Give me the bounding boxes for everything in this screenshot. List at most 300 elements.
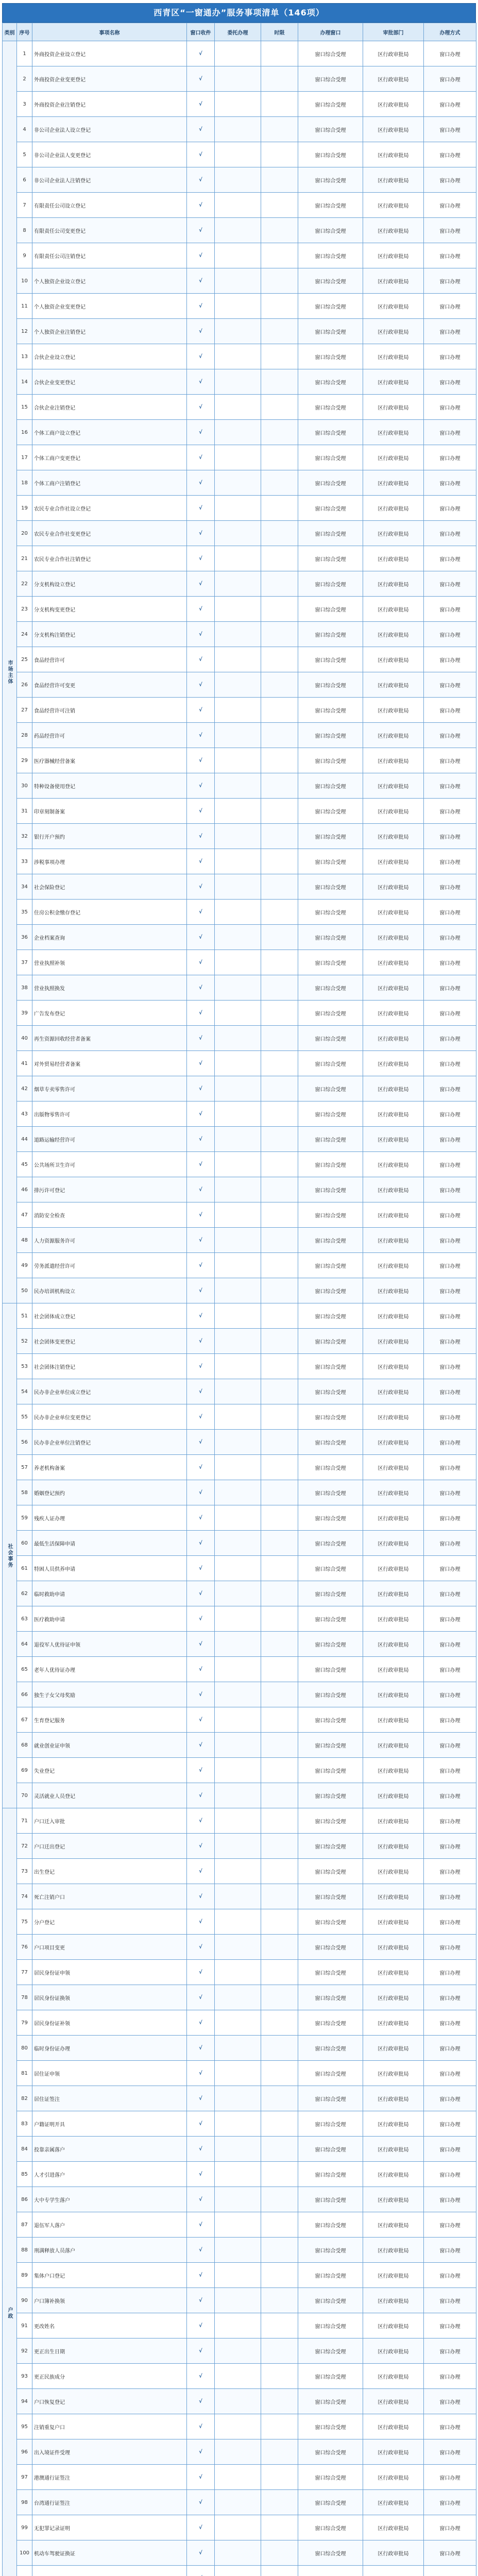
row-dept: 区行政审批局 <box>363 698 424 723</box>
row-item-name: 社会保险登记 <box>32 874 187 900</box>
row-item-name: 机动车驾驶证换证 <box>32 2540 187 2566</box>
row-item-name: 广告发布登记 <box>32 1001 187 1026</box>
row-time-limit <box>261 1404 298 1430</box>
row-office: 窗口综合受理 <box>298 2338 363 2364</box>
row-external <box>215 1758 261 1783</box>
row-dept: 区行政审批局 <box>363 142 424 167</box>
row-time-limit <box>261 1733 298 1758</box>
row-dept: 区行政审批局 <box>363 672 424 698</box>
row-office: 窗口综合受理 <box>298 2465 363 2490</box>
row-dept: 区行政审批局 <box>363 1177 424 1202</box>
table-row <box>3 1001 476 1026</box>
row-index: 59 <box>17 1505 32 1531</box>
row-office: 窗口综合受理 <box>298 2036 363 2061</box>
row-index: 56 <box>17 1430 32 1455</box>
row-office: 窗口综合受理 <box>298 2086 363 2111</box>
row-dept: 区行政审批局 <box>363 2338 424 2364</box>
row-office: 窗口综合受理 <box>298 1531 363 1556</box>
table-row <box>3 1303 476 1329</box>
row-external <box>215 1303 261 1329</box>
row-office: 窗口综合受理 <box>298 1303 363 1329</box>
row-window-check: √ <box>187 1884 215 1909</box>
row-dept: 区行政审批局 <box>363 2162 424 2187</box>
row-time-limit <box>261 369 298 395</box>
row-dept: 区行政审批局 <box>363 344 424 369</box>
row-window-check: √ <box>187 1682 215 1707</box>
row-dept: 区行政审批局 <box>363 2313 424 2338</box>
row-item-name: 合伙企业变更登记 <box>32 369 187 395</box>
row-external <box>215 2036 261 2061</box>
row-window-check: √ <box>187 319 215 344</box>
table-row <box>3 1657 476 1682</box>
row-external <box>215 1935 261 1960</box>
row-external <box>215 2389 261 2414</box>
row-index: 31 <box>17 799 32 824</box>
table-row <box>3 420 476 445</box>
row-index: 37 <box>17 950 32 975</box>
row-time-limit <box>261 1278 298 1303</box>
row-window-check: √ <box>187 597 215 622</box>
row-external <box>215 1379 261 1404</box>
table-row <box>3 2465 476 2490</box>
row-external <box>215 496 261 521</box>
row-item-name: 烟草专卖零售许可 <box>32 1076 187 1101</box>
row-window-check: √ <box>187 824 215 849</box>
row-item-name: 残疾人证办理 <box>32 1505 187 1531</box>
row-method: 窗口办理 <box>424 546 476 571</box>
row-office: 窗口综合受理 <box>298 950 363 975</box>
row-index: 85 <box>17 2162 32 2187</box>
row-office: 窗口综合受理 <box>298 41 363 66</box>
row-window-check: √ <box>187 2288 215 2313</box>
row-method: 窗口办理 <box>424 1505 476 1531</box>
table-row <box>3 698 476 723</box>
header-external: 委托办理 <box>215 23 261 41</box>
row-window-check: √ <box>187 2364 215 2389</box>
row-item-name: 更正出生日期 <box>32 2338 187 2364</box>
row-index: 13 <box>17 344 32 369</box>
row-external <box>215 2540 261 2566</box>
row-time-limit <box>261 1783 298 1808</box>
row-dept: 区行政审批局 <box>363 2238 424 2263</box>
row-dept: 区行政审批局 <box>363 92 424 117</box>
row-item-name: 最低生活保障申请 <box>32 1531 187 1556</box>
row-method: 窗口办理 <box>424 1531 476 1556</box>
row-method: 窗口办理 <box>424 470 476 496</box>
row-office: 窗口综合受理 <box>298 1026 363 1051</box>
row-index: 38 <box>17 975 32 1001</box>
row-dept: 区行政审批局 <box>363 2086 424 2111</box>
row-item-name: 银行开户预约 <box>32 824 187 849</box>
row-external <box>215 1278 261 1303</box>
row-office: 窗口综合受理 <box>298 1278 363 1303</box>
row-office: 窗口综合受理 <box>298 167 363 193</box>
row-method: 窗口办理 <box>424 1001 476 1026</box>
row-method: 窗口办理 <box>424 2036 476 2061</box>
row-office: 窗口综合受理 <box>298 521 363 546</box>
table-row <box>3 2238 476 2263</box>
row-dept: 区行政审批局 <box>363 1455 424 1480</box>
row-external <box>215 2490 261 2515</box>
table-row <box>3 1733 476 1758</box>
row-window-check: √ <box>187 1152 215 1177</box>
row-dept: 区行政审批局 <box>363 1253 424 1278</box>
row-time-limit <box>261 1985 298 2010</box>
row-index: 95 <box>17 2414 32 2439</box>
table-row <box>3 1960 476 1985</box>
row-index: 5 <box>17 142 32 167</box>
row-index: 20 <box>17 521 32 546</box>
row-window-check: √ <box>187 2212 215 2238</box>
row-index: 16 <box>17 420 32 445</box>
row-dept: 区行政审批局 <box>363 2389 424 2414</box>
table-row <box>3 1101 476 1127</box>
row-time-limit <box>261 1430 298 1455</box>
row-external <box>215 1127 261 1152</box>
row-time-limit <box>261 1101 298 1127</box>
row-external <box>215 1960 261 1985</box>
row-time-limit <box>261 799 298 824</box>
category-cell: 户政 <box>3 1808 17 2576</box>
row-item-name: 公共场所卫生许可 <box>32 1152 187 1177</box>
row-external <box>215 470 261 496</box>
table-row <box>3 1404 476 1430</box>
table-row <box>3 748 476 773</box>
row-item-name: 大中专学生落户 <box>32 2187 187 2212</box>
row-item-name: 居民身份证换领 <box>32 1985 187 2010</box>
row-item-name: 社会团体注销登记 <box>32 1354 187 1379</box>
row-item-name: 消防安全检查 <box>32 1202 187 1228</box>
row-dept: 区行政审批局 <box>363 2540 424 2566</box>
row-dept: 区行政审批局 <box>363 2010 424 2036</box>
row-index: 46 <box>17 1177 32 1202</box>
row-method: 窗口办理 <box>424 1682 476 1707</box>
row-time-limit <box>261 2162 298 2187</box>
row-external <box>215 1001 261 1026</box>
row-method: 窗口办理 <box>424 2414 476 2439</box>
row-dept: 区行政审批局 <box>363 2137 424 2162</box>
row-item-name: 生育登记服务 <box>32 1707 187 1733</box>
row-office: 窗口综合受理 <box>298 1202 363 1228</box>
row-index: 69 <box>17 1758 32 1783</box>
row-dept: 区行政审批局 <box>363 1505 424 1531</box>
row-index: 30 <box>17 773 32 799</box>
table-row <box>3 445 476 470</box>
row-window-check: √ <box>187 344 215 369</box>
row-window-check: √ <box>187 1581 215 1606</box>
row-external <box>215 1076 261 1101</box>
header-time-limit: 时限 <box>261 23 298 41</box>
row-window-check: √ <box>187 900 215 925</box>
row-window-check: √ <box>187 2465 215 2490</box>
row-method: 窗口办理 <box>424 2313 476 2338</box>
header-index: 序号 <box>17 23 32 41</box>
row-time-limit <box>261 92 298 117</box>
row-item-name: 药品经营许可 <box>32 723 187 748</box>
table-row <box>3 1783 476 1808</box>
row-time-limit <box>261 2212 298 2238</box>
row-item-name: 更改姓名 <box>32 2313 187 2338</box>
table-row <box>3 1202 476 1228</box>
row-method: 窗口办理 <box>424 1707 476 1733</box>
row-method: 窗口办理 <box>424 1354 476 1379</box>
row-office: 窗口综合受理 <box>298 1480 363 1505</box>
row-dept: 区行政审批局 <box>363 597 424 622</box>
row-method: 窗口办理 <box>424 496 476 521</box>
row-window-check: √ <box>187 1632 215 1657</box>
row-index: 32 <box>17 824 32 849</box>
table-row <box>3 395 476 420</box>
row-item-name: 老年人优待证办理 <box>32 1657 187 1682</box>
row-method: 窗口办理 <box>424 748 476 773</box>
row-window-check: √ <box>187 773 215 799</box>
row-method: 窗口办理 <box>424 2111 476 2137</box>
table-row <box>3 1026 476 1051</box>
row-item-name: 印章刻制备案 <box>32 799 187 824</box>
row-item-name: 注销重复户口 <box>32 2414 187 2439</box>
row-time-limit <box>261 521 298 546</box>
row-window-check: √ <box>187 117 215 142</box>
row-time-limit <box>261 874 298 900</box>
row-method: 窗口办理 <box>424 1935 476 1960</box>
table-row <box>3 597 476 622</box>
row-method: 窗口办理 <box>424 2061 476 2086</box>
row-index: 29 <box>17 748 32 773</box>
row-time-limit <box>261 773 298 799</box>
row-item-name: 更正民族成分 <box>32 2364 187 2389</box>
table-row <box>3 41 476 66</box>
table-row <box>3 799 476 824</box>
row-index: 82 <box>17 2086 32 2111</box>
row-item-name: 再生资源回收经营者备案 <box>32 1026 187 1051</box>
table-row <box>3 925 476 950</box>
row-time-limit <box>261 1834 298 1859</box>
row-office: 窗口综合受理 <box>298 1632 363 1657</box>
row-index: 87 <box>17 2212 32 2238</box>
row-time-limit <box>261 2439 298 2465</box>
row-index: 43 <box>17 1101 32 1127</box>
table-row <box>3 470 476 496</box>
row-method <box>424 2566 476 2576</box>
row-dept: 区行政审批局 <box>363 1834 424 1859</box>
row-item-name: 农民专业合作社设立登记 <box>32 496 187 521</box>
row-office: 窗口综合受理 <box>298 2137 363 2162</box>
row-dept: 区行政审批局 <box>363 1960 424 1985</box>
row-item-name: 临时身份证办理 <box>32 2036 187 2061</box>
table-row <box>3 294 476 319</box>
row-method: 窗口办理 <box>424 1632 476 1657</box>
row-time-limit <box>261 1177 298 1202</box>
row-index: 19 <box>17 496 32 521</box>
row-office: 窗口综合受理 <box>298 1960 363 1985</box>
row-external <box>215 2010 261 2036</box>
row-window-check: √ <box>187 2490 215 2515</box>
row-dept: 区行政审批局 <box>363 1379 424 1404</box>
row-dept: 区行政审批局 <box>363 1808 424 1834</box>
row-external <box>215 2061 261 2086</box>
row-time-limit <box>261 672 298 698</box>
row-dept: 区行政审批局 <box>363 1101 424 1127</box>
row-dept: 区行政审批局 <box>363 2288 424 2313</box>
row-index: 40 <box>17 1026 32 1051</box>
table-row <box>3 2338 476 2364</box>
row-method: 窗口办理 <box>424 799 476 824</box>
row-time-limit <box>261 2313 298 2338</box>
row-dept: 区行政审批局 <box>363 647 424 672</box>
row-method: 窗口办理 <box>424 1051 476 1076</box>
row-dept: 区行政审批局 <box>363 167 424 193</box>
row-dept: 区行政审批局 <box>363 2515 424 2540</box>
row-time-limit <box>261 1379 298 1404</box>
row-time-limit <box>261 1202 298 1228</box>
row-window-check: √ <box>187 950 215 975</box>
row-window-check: √ <box>187 1783 215 1808</box>
row-time-limit <box>261 1228 298 1253</box>
row-item-name: 居民身份证补领 <box>32 2010 187 2036</box>
row-window-check: √ <box>187 1329 215 1354</box>
row-external <box>215 2086 261 2111</box>
row-index: 33 <box>17 849 32 874</box>
row-method: 窗口办理 <box>424 672 476 698</box>
row-office: 窗口综合受理 <box>298 1253 363 1278</box>
row-index: 26 <box>17 672 32 698</box>
row-index: 76 <box>17 1935 32 1960</box>
row-office: 窗口综合受理 <box>298 344 363 369</box>
row-method: 窗口办理 <box>424 2288 476 2313</box>
row-window-check: √ <box>187 1556 215 1581</box>
row-item-name: 个人独资企业注销登记 <box>32 319 187 344</box>
row-office: 窗口综合受理 <box>298 268 363 294</box>
table-row <box>3 1354 476 1379</box>
row-office: 窗口综合受理 <box>298 1733 363 1758</box>
table-row <box>3 2313 476 2338</box>
row-office: 窗口综合受理 <box>298 824 363 849</box>
row-external <box>215 2515 261 2540</box>
row-index: 99 <box>17 2515 32 2540</box>
table-row <box>3 849 476 874</box>
row-window-check: √ <box>187 2313 215 2338</box>
table-row <box>3 824 476 849</box>
table-row <box>3 193 476 218</box>
row-window-check: √ <box>187 647 215 672</box>
row-external <box>215 1152 261 1177</box>
row-item-name: 有限责任公司设立登记 <box>32 193 187 218</box>
row-item-name: 集体户口登记 <box>32 2263 187 2288</box>
table-row <box>3 2540 476 2566</box>
row-item-name: 刑满释放人员落户 <box>32 2238 187 2263</box>
table-row <box>3 1430 476 1455</box>
table-row <box>3 950 476 975</box>
row-time-limit <box>261 470 298 496</box>
row-window-check: √ <box>187 420 215 445</box>
row-item-name: 居住证签注 <box>32 2086 187 2111</box>
row-external <box>215 748 261 773</box>
row-dept: 区行政审批局 <box>363 2263 424 2288</box>
row-office: 窗口综合受理 <box>298 1783 363 1808</box>
row-method: 窗口办理 <box>424 1556 476 1581</box>
row-office: 窗口综合受理 <box>298 2010 363 2036</box>
row-external <box>215 2465 261 2490</box>
row-index: 83 <box>17 2111 32 2137</box>
table-row <box>3 2010 476 2036</box>
table-row <box>3 2439 476 2465</box>
row-index: 27 <box>17 698 32 723</box>
table-row <box>3 1859 476 1884</box>
row-window-check: √ <box>187 395 215 420</box>
row-method: 窗口办理 <box>424 2263 476 2288</box>
row-external <box>215 243 261 268</box>
row-item-name: 人力资源服务许可 <box>32 1228 187 1253</box>
row-window-check: √ <box>187 799 215 824</box>
row-method: 窗口办理 <box>424 66 476 92</box>
table-row <box>3 2389 476 2414</box>
row-method: 窗口办理 <box>424 2238 476 2263</box>
row-office: 窗口综合受理 <box>298 2187 363 2212</box>
row-dept: 区行政审批局 <box>363 1228 424 1253</box>
row-office: 窗口综合受理 <box>298 1228 363 1253</box>
row-window-check: √ <box>187 193 215 218</box>
row-office: 窗口综合受理 <box>298 748 363 773</box>
table-row <box>3 496 476 521</box>
row-external <box>215 2288 261 2313</box>
row-index: 88 <box>17 2238 32 2263</box>
row-dept: 区行政审批局 <box>363 748 424 773</box>
row-item-name: 户口项目变更 <box>32 1935 187 1960</box>
row-index: 65 <box>17 1657 32 1682</box>
row-external <box>215 395 261 420</box>
row-method: 窗口办理 <box>424 773 476 799</box>
row-item-name: 个体工商户变更登记 <box>32 445 187 470</box>
row-index: 62 <box>17 1581 32 1606</box>
row-index: 25 <box>17 647 32 672</box>
row-time-limit <box>261 1505 298 1531</box>
row-office: 窗口综合受理 <box>298 92 363 117</box>
row-dept: 区行政审批局 <box>363 1354 424 1379</box>
row-office: 窗口综合受理 <box>298 2414 363 2439</box>
row-external <box>215 546 261 571</box>
row-method: 窗口办理 <box>424 2439 476 2465</box>
row-index: 81 <box>17 2061 32 2086</box>
row-time-limit <box>261 395 298 420</box>
row-index: 45 <box>17 1152 32 1177</box>
row-item-name: 婚姻登记预约 <box>32 1480 187 1505</box>
row-method: 窗口办理 <box>424 1606 476 1632</box>
row-window-check: √ <box>187 1379 215 1404</box>
row-time-limit <box>261 1026 298 1051</box>
row-dept: 区行政审批局 <box>363 2414 424 2439</box>
row-index: 60 <box>17 1531 32 1556</box>
row-method: 窗口办理 <box>424 1177 476 1202</box>
table-row <box>3 1076 476 1101</box>
row-index: 89 <box>17 2263 32 2288</box>
table-row <box>3 2137 476 2162</box>
row-window-check: √ <box>187 1531 215 1556</box>
table-row <box>3 874 476 900</box>
row-dept: 区行政审批局 <box>363 41 424 66</box>
row-time-limit <box>261 167 298 193</box>
row-external <box>215 1253 261 1278</box>
row-index: 53 <box>17 1354 32 1379</box>
row-office: 窗口综合受理 <box>298 597 363 622</box>
row-external <box>215 2313 261 2338</box>
row-window-check: √ <box>187 622 215 647</box>
row-time-limit <box>261 1531 298 1556</box>
row-office: 窗口综合受理 <box>298 1001 363 1026</box>
row-office: 窗口综合受理 <box>298 1657 363 1682</box>
row-window-check: √ <box>187 2187 215 2212</box>
row-index: 28 <box>17 723 32 748</box>
row-index: 36 <box>17 925 32 950</box>
